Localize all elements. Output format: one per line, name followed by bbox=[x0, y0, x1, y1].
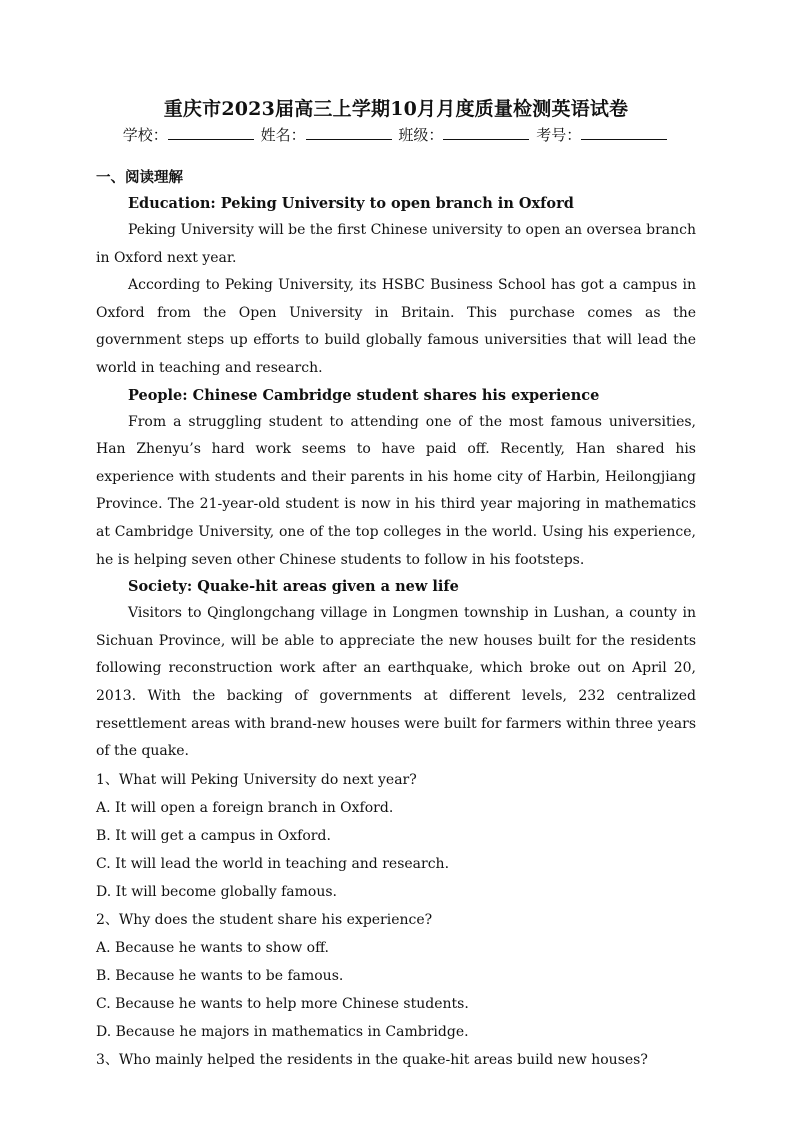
answer-option: C. It will lead the world in teaching and research. bbox=[96, 855, 450, 872]
exam-page bbox=[96, 96, 696, 1074]
passage-heading: Education: Peking University to open branch in Oxford bbox=[128, 195, 574, 212]
question-1 bbox=[96, 766, 696, 906]
question-stem: 1、What will Peking University do next year? bbox=[96, 771, 417, 788]
passage-paragraph: According to Peking University, its HSBC Business School has got a campus in Oxford from the Open University in Britain. This purchase comes as the government steps up efforts to build globally famous universities that will lead the world in teaching and research. bbox=[96, 277, 696, 376]
question-2 bbox=[96, 906, 696, 1046]
answer-option: A. It will open a foreign branch in Oxford. bbox=[96, 799, 394, 816]
name-label: 姓名： bbox=[260, 126, 306, 144]
answer-option: B. It will get a campus in Oxford. bbox=[96, 827, 331, 844]
passage-society bbox=[96, 574, 696, 766]
answer-option: C. Because he wants to help more Chinese students. bbox=[96, 995, 469, 1012]
passage-paragraph: Visitors to Qinglongchang village in Longmen township in Lushan, a county in Sichuan Province, will be able to appreciate the new houses built for the residents following reconstruction work after an earthquake, which broke out on April 20, 2013. With the backing of governments at different levels, 232 centralized resettlement areas with brand-new houses were built for farmers within three years of the quake. bbox=[96, 605, 696, 760]
name-blank bbox=[306, 124, 392, 140]
passage-paragraph: From a struggling student to attending one of the most famous universities, Han Zhenyu’s hard work seems to have paid off. Recently, Han shared his experience with students and their parents in his home city of Harbin, Heilongjiang Province. The 21-year-old student is now in his third year majoring in mathematics at Cambridge University, one of the top colleges in the world. Using his experience, he is helping seven other Chinese students to follow in his footsteps. bbox=[96, 413, 696, 568]
answer-option: D. It will become globally famous. bbox=[96, 883, 338, 900]
number-label: 考号： bbox=[536, 126, 582, 144]
passage-paragraph: Peking University will be the first Chinese university to open an oversea branch in Oxford next year. bbox=[96, 222, 696, 266]
answer-option: D. Because he majors in mathematics in Cambridge. bbox=[96, 1023, 469, 1040]
number-blank bbox=[581, 124, 667, 140]
student-info-line bbox=[96, 123, 696, 147]
passage-heading: People: Chinese Cambridge student shares his experience bbox=[128, 386, 600, 404]
question-stem: 3、Who mainly helped the residents in the quake-hit areas build new houses? bbox=[96, 1051, 648, 1068]
passage-education bbox=[96, 191, 696, 383]
class-blank bbox=[443, 124, 529, 140]
passage-people bbox=[96, 383, 696, 575]
school-label: 学校： bbox=[122, 126, 168, 144]
answer-option: B. Because he wants to be famous. bbox=[96, 967, 344, 984]
question-3 bbox=[96, 1046, 696, 1074]
section-heading: 一、阅读理解 bbox=[96, 169, 183, 186]
passage-heading: Society: Quake-hit areas given a new life bbox=[128, 578, 459, 596]
exam-title: 重庆市2023届高三上学期10月月度质量检测英语试卷 bbox=[163, 98, 629, 120]
school-blank bbox=[168, 124, 254, 140]
question-stem: 2、Why does the student share his experience? bbox=[96, 911, 433, 928]
answer-option: A. Because he wants to show off. bbox=[96, 939, 329, 956]
class-label: 班级： bbox=[398, 126, 444, 144]
